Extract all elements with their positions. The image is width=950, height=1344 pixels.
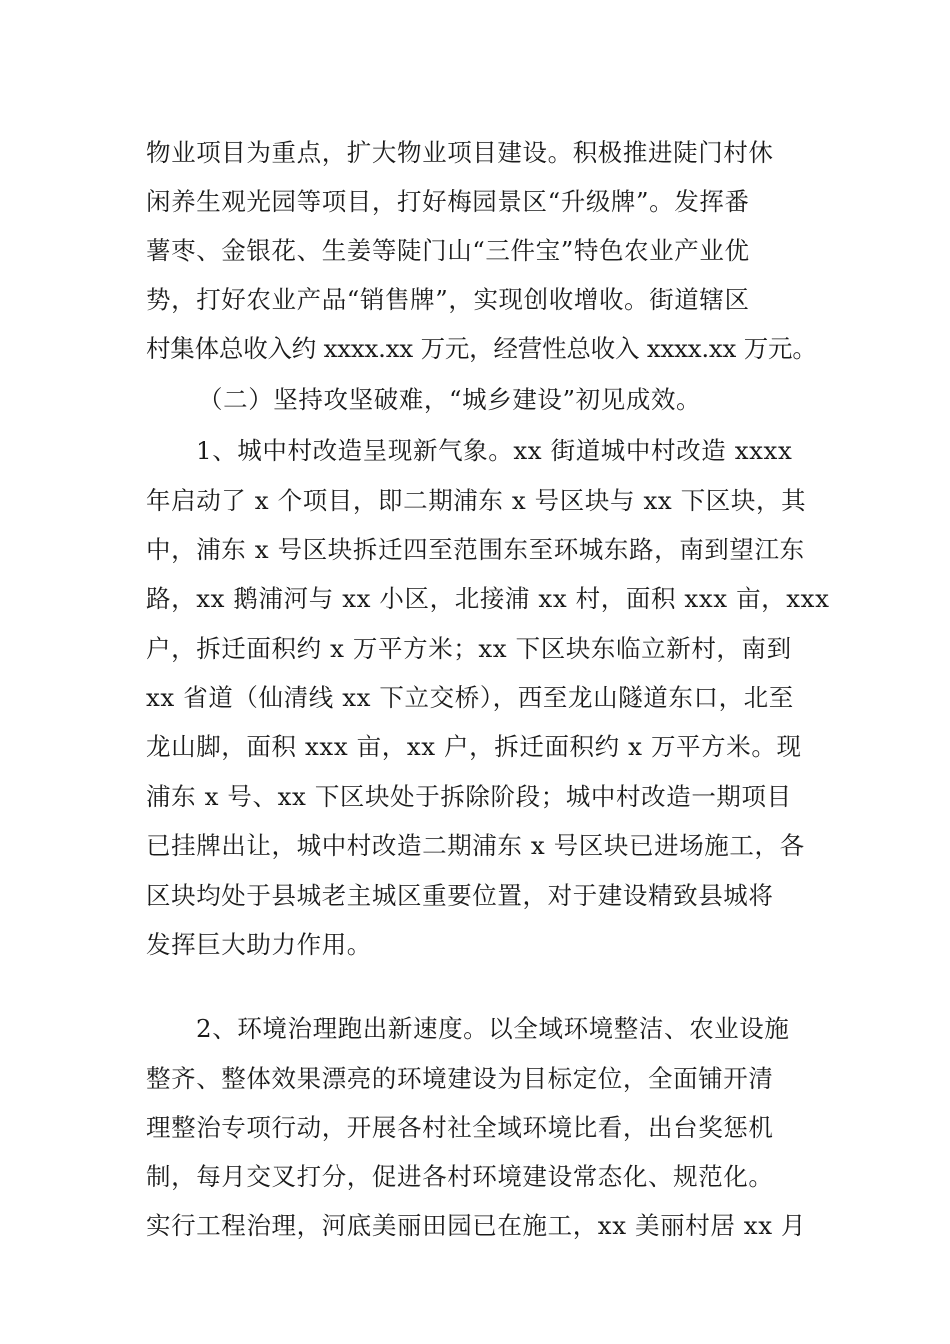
subsection-heading: 2、环境治理跑出新速度。以全域环境整洁、农业设施	[196, 1014, 790, 1043]
body-text-line: 区块均处于县城老主城区重要位置，对于建设精致县城将	[146, 881, 774, 910]
body-text-line: 已挂牌出让，城中村改造二期浦东 x 号区块已进场施工，各	[146, 831, 805, 860]
body-text-line: 龙山脚，面积 xxx 亩，xx 户，拆迁面积约 x 万平方米。现	[146, 732, 802, 761]
body-text-line: 村集体总收入约 xxxx.xx 万元，经营性总收入 xxxx.xx 万元。	[146, 334, 817, 363]
body-text-line: xx 省道（仙清线 xx 下立交桥），西至龙山隧道东口，北至	[146, 683, 794, 712]
body-text-line: 制，每月交叉打分，促进各村环境建设常态化、规范化。	[146, 1162, 774, 1191]
body-text-line: 浦东 x 号、xx 下区块处于拆除阶段；城中村改造一期项目	[146, 782, 792, 811]
body-text-line: 理整治专项行动，开展各村社全域环境比看，出台奖惩机	[146, 1113, 774, 1142]
body-text-line: 闲养生观光园等项目，打好梅园景区“升级牌”。发挥番	[146, 187, 750, 216]
body-text-line: 户，拆迁面积约 x 万平方米；xx 下区块东临立新村，南到	[146, 634, 792, 663]
subsection-heading: 1、城中村改造呈现新气象。xx 街道城中村改造 xxxx	[196, 436, 793, 465]
body-text-line: 物业项目为重点，扩大物业项目建设。积极推进陡门村休	[146, 138, 774, 167]
body-text-line: 整齐、整体效果漂亮的环境建设为目标定位，全面铺开清	[146, 1064, 774, 1093]
body-text-line: 薯枣、金银花、生姜等陡门山“三件宝”特色农业产业优	[146, 236, 750, 265]
body-text-line: 路，xx 鹅浦河与 xx 小区，北接浦 xx 村，面积 xxx 亩，xxx	[146, 584, 830, 613]
body-text-line: 实行工程治理，河底美丽田园已在施工，xx 美丽村居 xx 月	[146, 1211, 807, 1240]
body-text-line: 中，浦东 x 号区块拆迁四至范围东至环城东路，南到望江东	[146, 535, 805, 564]
body-text-line: 发挥巨大助力作用。	[146, 930, 372, 959]
section-heading: （二）坚持攻坚破难，“城乡建设”初见成效。	[198, 385, 702, 414]
body-text-line: 年启动了 x 个项目，即二期浦东 x 号区块与 xx 下区块，其	[146, 486, 807, 515]
body-text-line: 势，打好农业产品“销售牌”，实现创收增收。街道辖区	[146, 285, 750, 314]
